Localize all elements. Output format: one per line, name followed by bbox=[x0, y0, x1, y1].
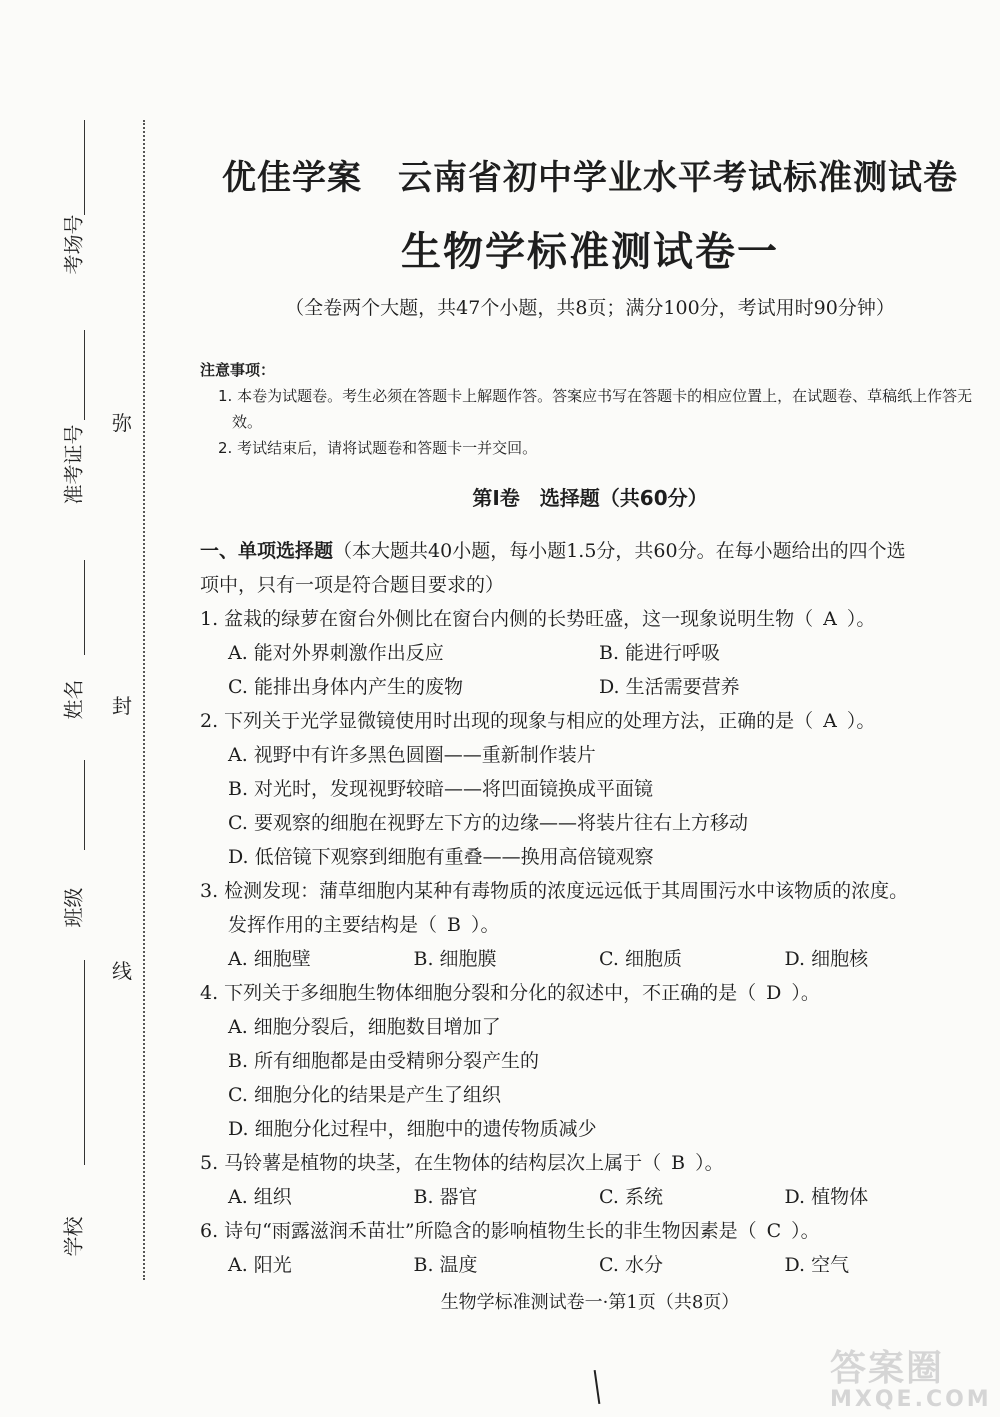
option: D. 细胞核 bbox=[784, 948, 869, 970]
section-intro-heading: 一、单项选择题 bbox=[200, 540, 334, 562]
option: C. 细胞分化的结果是产生了组织 bbox=[228, 1084, 501, 1106]
series-name: 云南省初中学业水平考试标准测试卷 bbox=[398, 158, 958, 198]
name-label: 姓名 bbox=[61, 679, 86, 720]
option: C. 细胞质 bbox=[599, 948, 682, 970]
binding-margin bbox=[0, 0, 150, 1417]
series-header bbox=[222, 150, 958, 199]
option: A. 视野中有许多黑色圆圈——重新制作装片 bbox=[228, 744, 596, 766]
name-rule bbox=[84, 560, 85, 655]
paper-title: 生物学标准测试卷一 bbox=[401, 228, 779, 275]
name-field bbox=[52, 560, 92, 740]
option: B. 所有细胞都是由受精卵分裂产生的 bbox=[228, 1050, 540, 1072]
question-stem: 4. 下列关于多细胞生物体细胞分裂和分化的叙述中，不正确的是（ D ）。 bbox=[200, 982, 820, 1004]
notice-item: 1. 本卷为试题卷。考生必须在答题卡上解题作答。答案应书写在答题卡的相应位置上，在试题卷、草稿纸上作答无效。 bbox=[218, 387, 973, 431]
question-stem: 5. 马铃薯是植物的块茎，在生物体的结构层次上属于（ B ）。 bbox=[200, 1152, 724, 1174]
watermark-main: 答案圈 bbox=[830, 1348, 945, 1389]
option: C. 系统 bbox=[599, 1186, 663, 1208]
exam-room-label: 考场号 bbox=[61, 214, 86, 275]
option: A. 细胞壁 bbox=[228, 948, 311, 970]
section-intro-line2: 项中，只有一项是符合题目要求的） bbox=[200, 574, 505, 596]
option-row bbox=[200, 1248, 970, 1282]
option: D. 生活需要营养 bbox=[599, 676, 740, 698]
notice-block bbox=[200, 357, 975, 461]
option: D. 植物体 bbox=[784, 1186, 869, 1208]
option: A. 阳光 bbox=[228, 1254, 292, 1276]
option: B. 对光时，发现视野较暗——将凹面镜换成平面镜 bbox=[228, 778, 654, 800]
class-label: 班级 bbox=[61, 887, 86, 928]
seal-char-feng: 封 bbox=[112, 694, 132, 718]
questions-list bbox=[200, 534, 970, 1282]
option: D. 细胞分化过程中，细胞中的遗传物质减少 bbox=[228, 1118, 597, 1140]
pencil-mark bbox=[594, 1370, 601, 1404]
school-field bbox=[52, 960, 92, 1260]
option: B. 器官 bbox=[413, 1186, 478, 1208]
class-field bbox=[52, 760, 92, 960]
question-stem: 3. 检测发现：蒲草细胞内某种有毒物质的浓度远远低于其周围污水中该物质的浓度。 bbox=[200, 880, 909, 902]
notice-item: 2. 考试结束后，请将试题卷和答题卡一并交回。 bbox=[218, 439, 538, 457]
option: C. 要观察的细胞在视野左下方的边缘——将装片往右上方移动 bbox=[228, 812, 748, 834]
option-row bbox=[200, 1180, 970, 1214]
school-rule bbox=[84, 960, 85, 1165]
admission-number-field bbox=[52, 330, 92, 560]
exam-room-rule bbox=[84, 120, 85, 215]
option: A. 细胞分裂后，细胞数目增加了 bbox=[228, 1016, 501, 1038]
page-footer: 生物学标准测试卷一·第1页（共8页） bbox=[440, 1292, 740, 1313]
brand-name: 优佳学案 bbox=[222, 158, 362, 198]
option-row bbox=[200, 636, 970, 670]
answer-mark: D bbox=[766, 982, 782, 1004]
option-row bbox=[200, 942, 970, 976]
option: C. 水分 bbox=[599, 1254, 663, 1276]
school-label: 学校 bbox=[61, 1216, 86, 1257]
option: B. 温度 bbox=[413, 1254, 478, 1276]
admission-number-label: 准考证号 bbox=[61, 424, 86, 505]
option: D. 空气 bbox=[784, 1254, 850, 1276]
option: B. 能进行呼吸 bbox=[599, 642, 721, 664]
section-intro-text: （本大题共40小题，每小题1.5分，共60分。在每小题给出的四个选 bbox=[333, 540, 906, 562]
answer-mark: A bbox=[823, 710, 837, 732]
answer-mark: A bbox=[823, 608, 837, 630]
paper-subtitle: （全卷两个大题，共47个小题，共8页；满分100分，考试用时90分钟） bbox=[285, 297, 895, 319]
seal-char-xian: 线 bbox=[112, 959, 132, 983]
option: D. 低倍镜下观察到细胞有重叠——换用高倍镜观察 bbox=[228, 846, 654, 868]
question-stem: 2. 下列关于光学显微镜使用时出现的现象与相应的处理方法，正确的是（ A ）。 bbox=[200, 710, 876, 732]
watermark-logo bbox=[830, 1340, 990, 1410]
answer-mark: B bbox=[447, 914, 461, 936]
binding-dotted-line bbox=[143, 120, 145, 1280]
question-stem-continued: 发挥作用的主要结构是（ B ）。 bbox=[228, 914, 500, 936]
class-rule bbox=[84, 760, 85, 850]
exam-room-field bbox=[52, 120, 92, 320]
answer-mark: B bbox=[671, 1152, 686, 1174]
option: B. 细胞膜 bbox=[413, 948, 497, 970]
section-title: 第Ⅰ卷 选择题（共60分） bbox=[472, 486, 708, 510]
watermark-site: MXQE.COM bbox=[830, 1387, 992, 1412]
notice-title: 注意事项： bbox=[200, 361, 276, 379]
option-row bbox=[200, 670, 970, 704]
option: A. 能对外界刺激作出反应 bbox=[228, 642, 444, 664]
seal-char-mi: 弥 bbox=[112, 411, 132, 435]
section-intro bbox=[200, 534, 970, 568]
answer-mark: C bbox=[766, 1220, 782, 1242]
question-stem: 1. 盆栽的绿萝在窗台外侧比在窗台内侧的长势旺盛，这一现象说明生物（ A ）。 bbox=[200, 608, 876, 630]
option: A. 组织 bbox=[228, 1186, 292, 1208]
admission-number-rule bbox=[84, 330, 85, 420]
question-stem: 6. 诗句“雨露滋润禾苗壮”所隐含的影响植物生长的非生物因素是（ C ）。 bbox=[200, 1220, 820, 1242]
option: C. 能排出身体内产生的废物 bbox=[228, 676, 463, 698]
